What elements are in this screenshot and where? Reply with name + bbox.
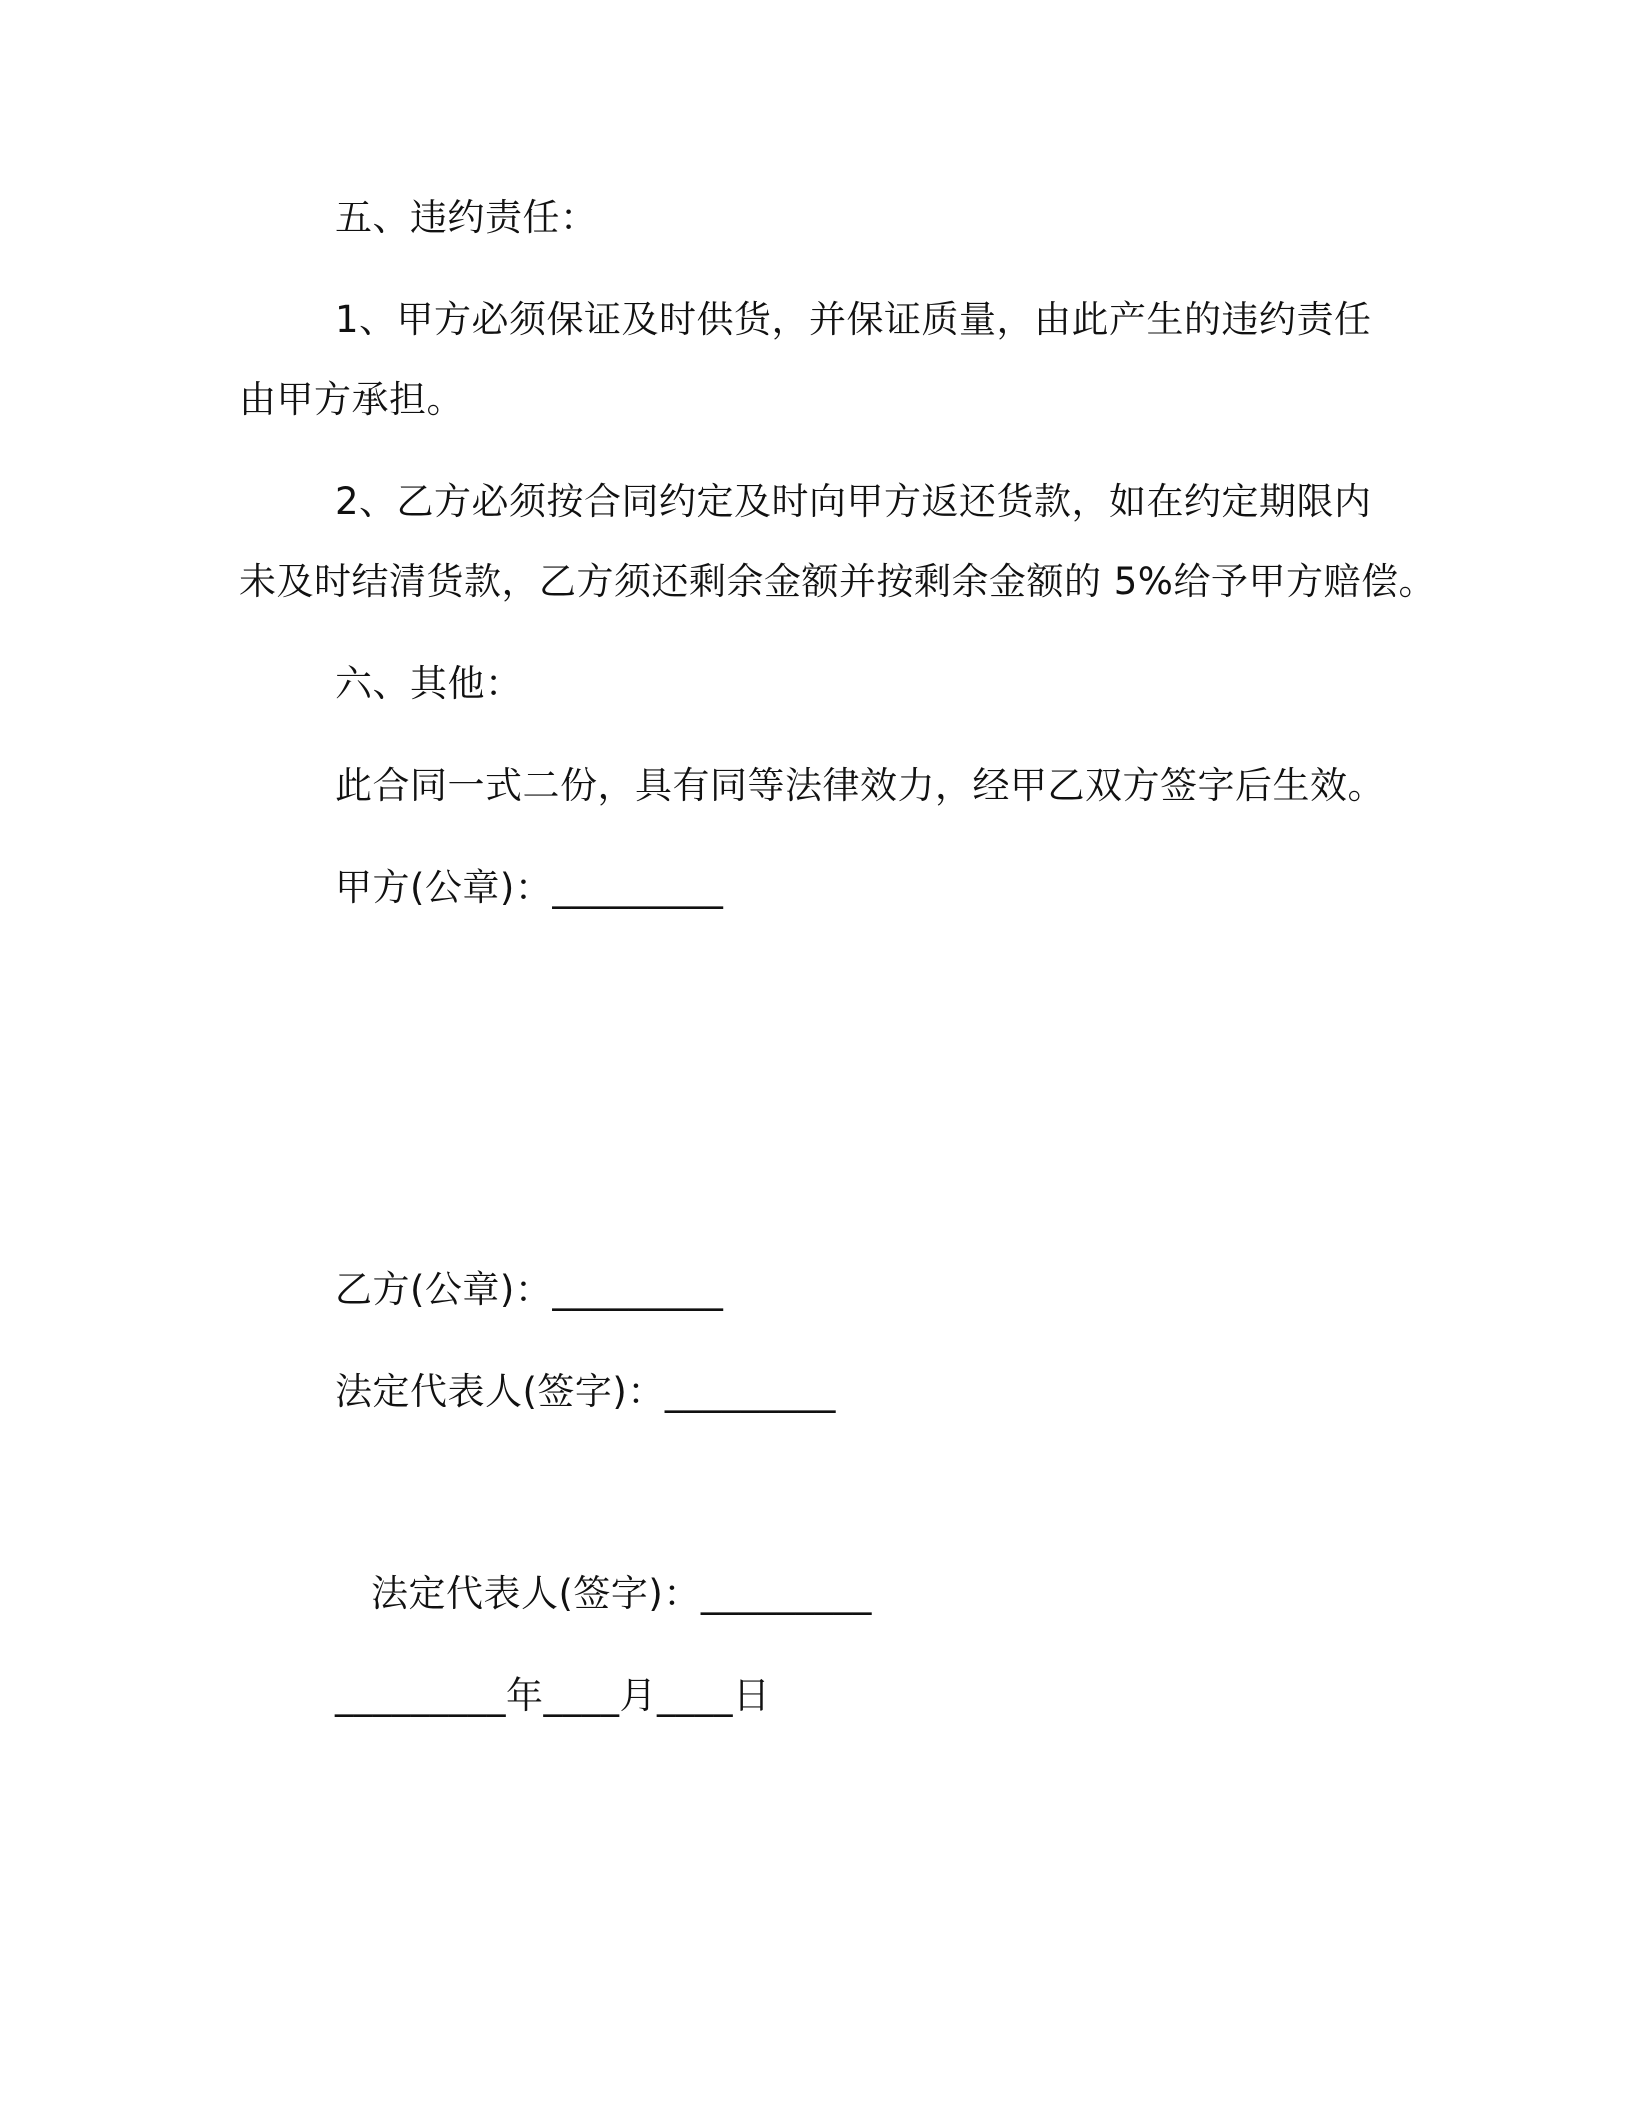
date-line: _________年____月____日 [335,1674,771,1717]
clause-2-line-2: 未及时结清货款，乙方须还剩余金额并按剩余金额的 5%给予甲方赔偿。 [239,560,1436,603]
party-a-seal-line: 甲方(公章)：_________ [335,866,724,909]
legal-rep-signature-line-1: 法定代表人(签字)：_________ [335,1370,836,1413]
clause-1-line-2: 由甲方承担。 [239,378,464,421]
section-6-heading: 六、其他： [335,662,523,705]
party-b-seal-line: 乙方(公章)：_________ [335,1268,724,1311]
clause-2-line-1: 2、乙方必须按合同约定及时向甲方返还货款，如在约定期限内 [335,480,1372,523]
section-5-heading: 五、违约责任： [335,196,598,239]
section-6-text: 此合同一式二份，具有同等法律效力，经甲乙双方签字后生效。 [335,764,1385,807]
legal-rep-signature-line-2: 法定代表人(签字)：_________ [371,1572,872,1615]
clause-1-line-1: 1、甲方必须保证及时供货，并保证质量，由此产生的违约责任 [335,298,1372,341]
